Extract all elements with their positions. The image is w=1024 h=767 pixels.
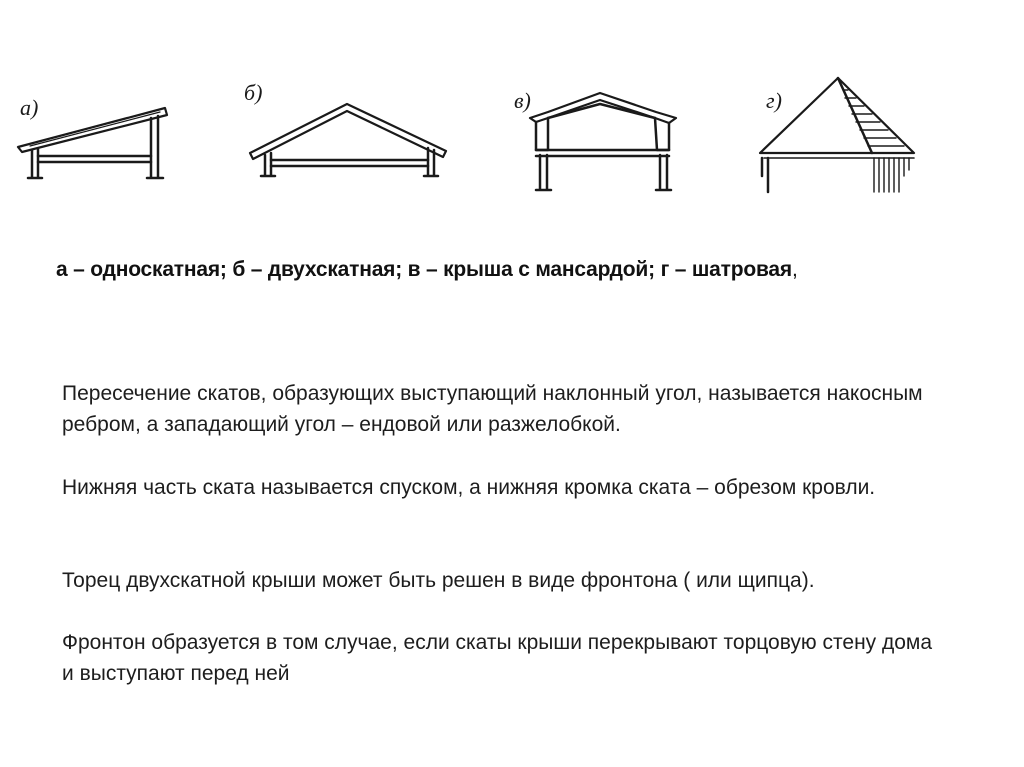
left-wall xyxy=(762,158,768,192)
figure-gable-roof xyxy=(250,104,446,176)
roof-hip-edge xyxy=(838,78,872,153)
figure-single-pitch-roof xyxy=(18,108,167,178)
figure-letter-a: а) xyxy=(20,95,39,120)
left-wall xyxy=(261,153,275,176)
ceiling-beam xyxy=(271,160,428,166)
roof-slope-inner xyxy=(30,112,160,146)
roof-diagrams xyxy=(0,0,1024,240)
floor-beam xyxy=(536,150,669,156)
paragraph-hip-ridge: Пересечение скатов, образующих выступающий наклонный угол, называется накосным ребром, а западающий угол – ендовой или разжелобкой. xyxy=(62,382,923,436)
figure-mansard-roof xyxy=(530,93,676,190)
paragraph-pediment: Фронтон образуется в том случае, если скаты крыши перекрывают торцовую стену дома и выступают перед ней xyxy=(62,631,933,685)
roof-slopes xyxy=(250,104,446,159)
mansard-left-slope xyxy=(536,118,548,150)
figure-letter-g: г) xyxy=(766,88,782,113)
ceiling-beam xyxy=(38,156,151,162)
figure-letter-v: в) xyxy=(514,88,531,113)
figure-hip-roof xyxy=(760,78,914,192)
eave-line xyxy=(760,153,914,158)
left-wall xyxy=(536,155,551,190)
wall-hatching xyxy=(874,158,909,192)
roof-outline xyxy=(760,78,914,153)
left-wall xyxy=(28,149,42,178)
paragraph-gable-end: Торец двухскатной крыши может быть решен в виде фронтона ( или щипца). xyxy=(62,569,815,592)
right-wall xyxy=(147,116,163,178)
right-wall xyxy=(656,155,671,190)
roof-hatching xyxy=(843,90,904,146)
figure-caption xyxy=(56,258,798,282)
paragraph-eaves: Нижняя часть ската называется спуском, а нижняя кромка ската – обрезом кровли. xyxy=(62,476,876,499)
figure-letter-b: б) xyxy=(244,80,263,105)
caption-tail: , xyxy=(791,258,798,281)
caption-text: а – односкатная; б – двухскатная; в – крыша с мансардой; г – шатровая xyxy=(56,258,792,281)
